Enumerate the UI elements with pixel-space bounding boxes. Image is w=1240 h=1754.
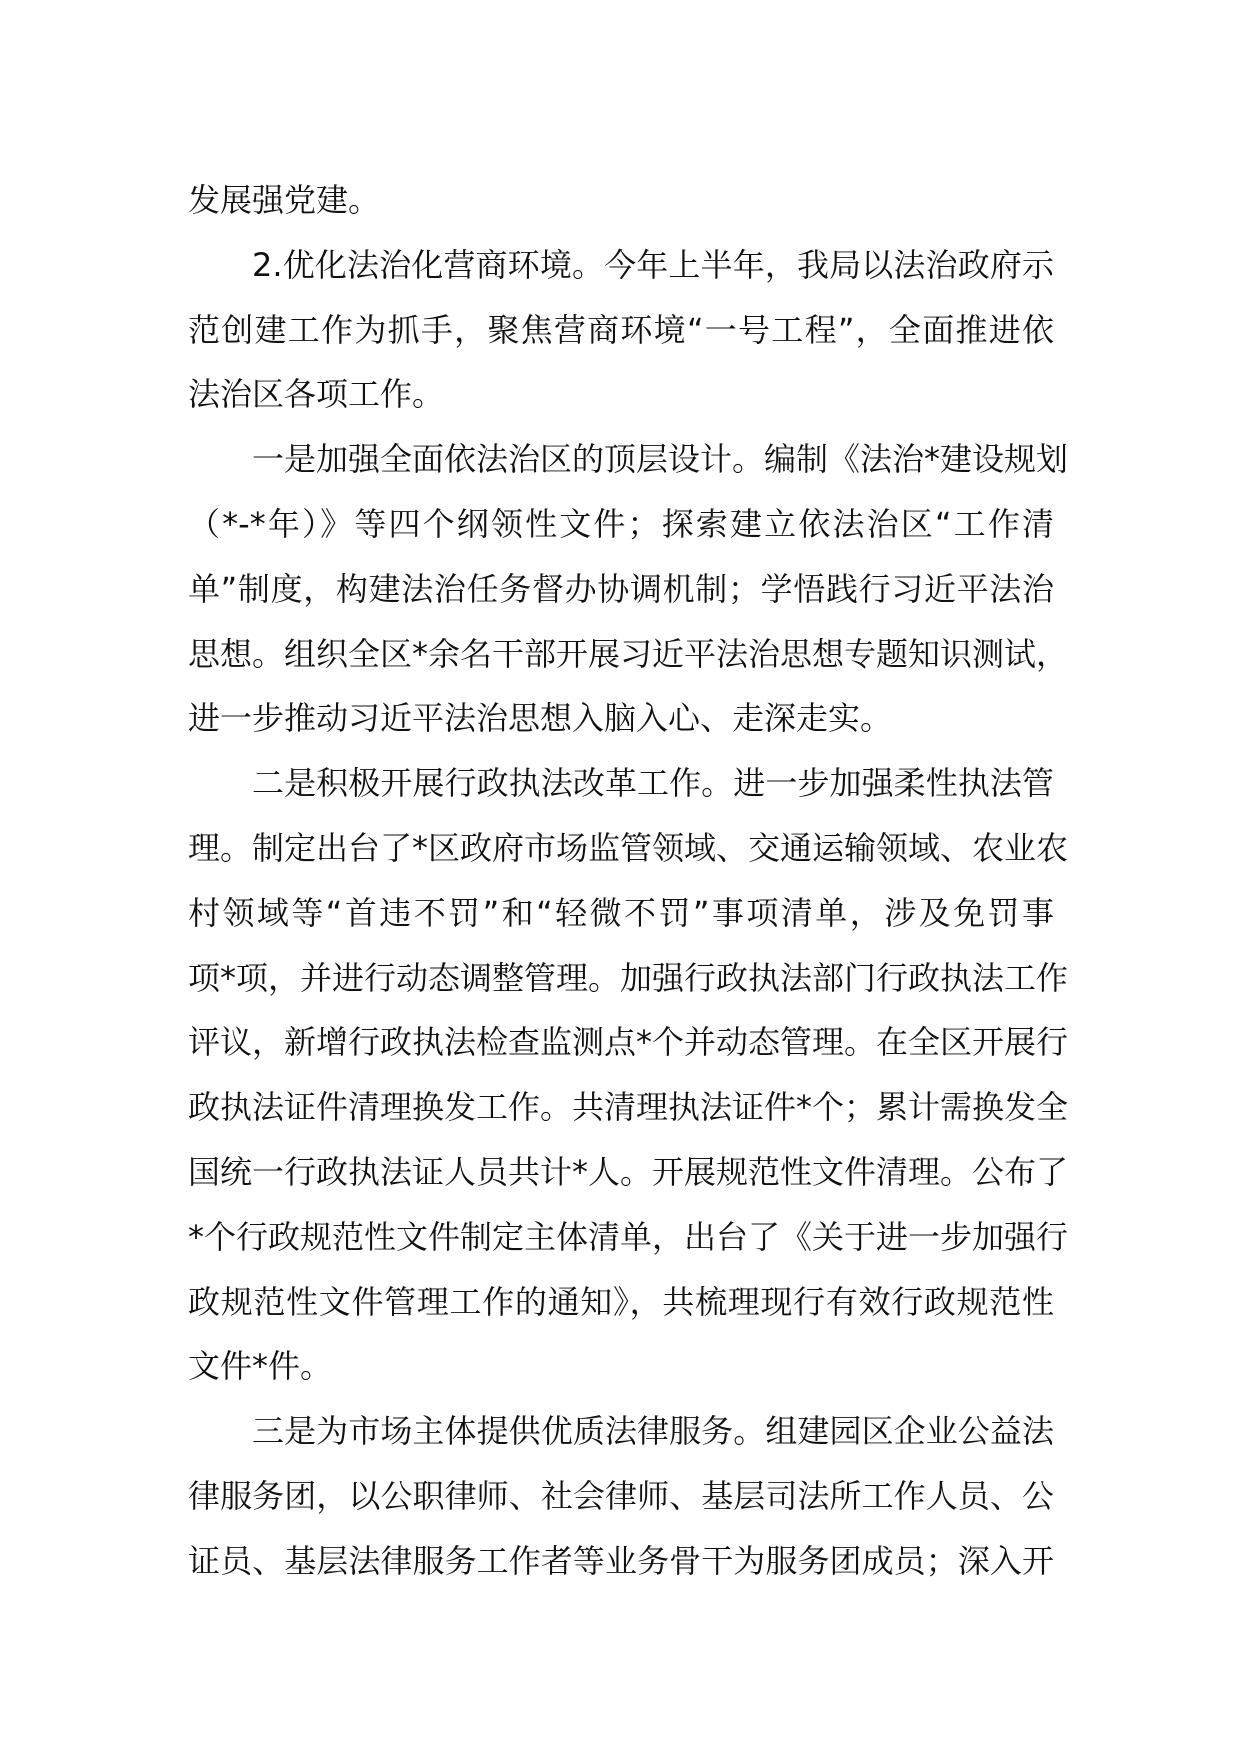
text-line: 进一步推动习近平法治思想入脑入心、走深走实。: [188, 699, 893, 738]
text-line: 2.优化法治化营商环境。今年上半年，我局以法治政府示: [252, 245, 1054, 284]
text-line: 二是积极开展行政执法改革工作。进一步加强柔性执法管: [252, 764, 1054, 803]
text-line: 律服务团，以公职律师、社会律师、基层司法所工作人员、公: [188, 1476, 1054, 1515]
text-line: 法治区各项工作。: [188, 375, 445, 414]
text-line: 政执法证件清理换发工作。共清理执法证件*个；累计需换发全: [188, 1088, 1069, 1127]
text-line: 单”制度，构建法治任务督办协调机制；学悟践行习近平法治: [188, 569, 1054, 608]
text-line: 证员、基层法律服务工作者等业务骨干为服务团成员；深入开: [188, 1541, 1054, 1580]
document-body: [188, 168, 1069, 1594]
text-line: 范创建工作为抓手，聚焦营商环境“一号工程”，全面推进依: [188, 310, 1054, 349]
text-line: 国统一行政执法证人员共计*人。开展规范性文件清理。公布了: [188, 1152, 1069, 1191]
text-line: 村领域等“首违不罚”和“轻微不罚”事项清单，涉及免罚事: [188, 893, 1054, 932]
text-line: 政规范性文件管理工作的通知》，共梳理现行有效行政规范性: [188, 1282, 1054, 1321]
text-line: 项*项，并进行动态调整管理。加强行政执法部门行政执法工作: [188, 958, 1069, 997]
text-line: 理。制定出台了*区政府市场监管领域、交通运输领域、农业农: [188, 828, 1069, 867]
text-line: 三是为市场主体提供优质法律服务。组建园区企业公益法: [252, 1412, 1054, 1451]
text-line: *个行政规范性文件制定主体清单，出台了《关于进一步加强行: [188, 1217, 1069, 1256]
text-line: 一是加强全面依法治区的顶层设计。编制《法治*建设规划: [252, 440, 1069, 479]
text-line: 评议，新增行政执法检查监测点*个并动态管理。在全区开展行: [188, 1023, 1069, 1062]
text-line: 文件*件。: [188, 1347, 333, 1386]
text-line: 思想。组织全区*余名干部开展习近平法治思想专题知识测试，: [188, 634, 1069, 673]
text-line: （*-*年）》等四个纲领性文件；探索建立依法治区“工作清: [188, 504, 1054, 543]
text-line: 发展强党建。: [188, 181, 381, 219]
